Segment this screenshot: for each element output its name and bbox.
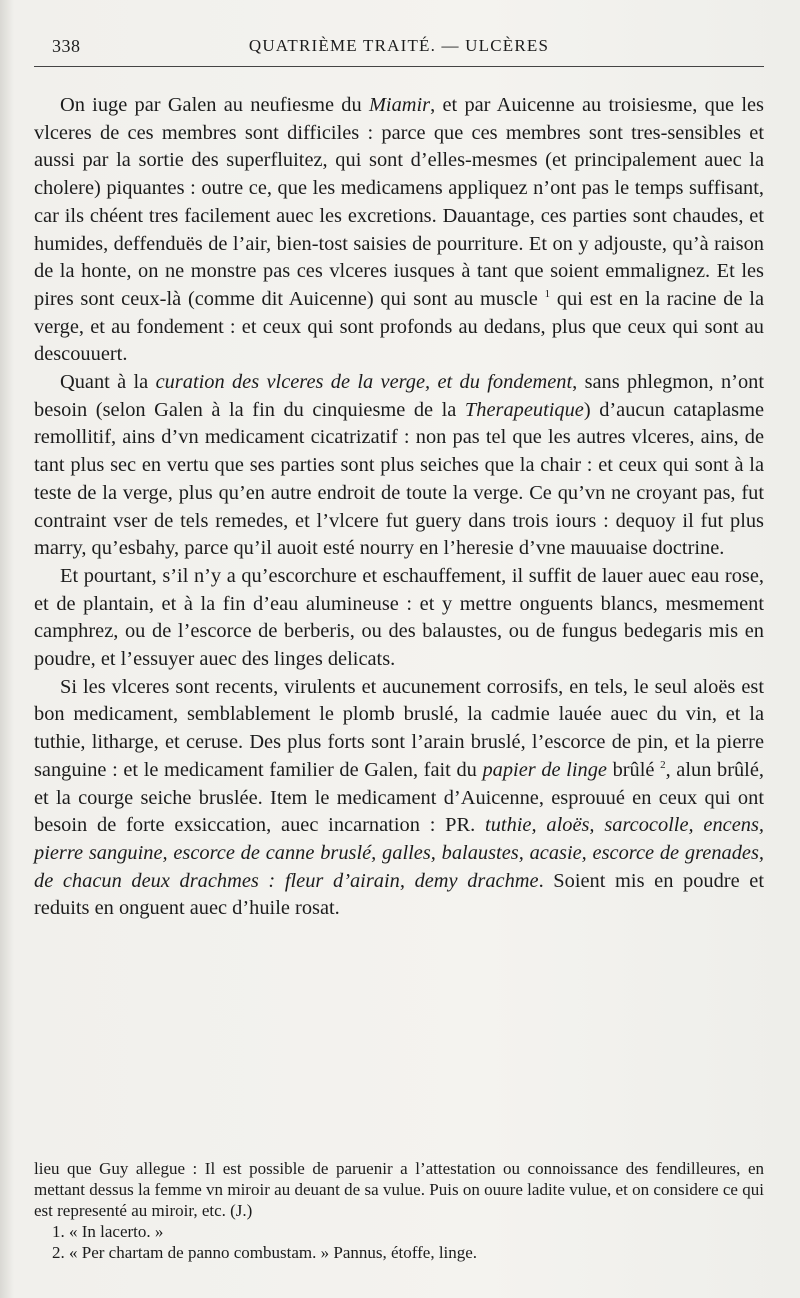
footnotes bbox=[34, 1158, 764, 1263]
paragraph bbox=[34, 674, 764, 923]
italic-span: Therapeutique bbox=[464, 398, 584, 421]
text-span: , alun brûlé, et la courge seiche bruslée. Item le medicament d’Auicenne, esprouué en ceux qui ont besoin de forte exsiccation, auec incarnation : PR. bbox=[34, 758, 764, 837]
italic-span: tuthie, aloës, sarcocolle, encens, pierre sanguine, escorce de canne bruslé, galles, balaustes, acasie, escorce de grenades, de chacun deux drachmes : fleur d’airain, demy drachme bbox=[34, 814, 765, 892]
footnote-2: 2. « Per chartam de panno combustam. » Pannus, étoffe, linge. bbox=[52, 1243, 478, 1262]
italic-span: Miamir bbox=[368, 94, 431, 116]
page-header bbox=[34, 30, 764, 67]
text-span: , et par Auicenne au troisiesme, que les vlceres de ces membres sont difficiles : parce que ces membres sont tres-sensibles et aussi par la sortie des superfluitez, qui sont d’elles-mesmes (et principalement auec la cholere) piquantes : outre ce, que les medicamens appliquez n’ont pas le temps suffisant, car ils chéent tres facilement auec les excretions. Dauantage, ces parties sont chaudes, et humides, deffenduës de l’air, bien-tost saisies de pourriture. Et on y adjouste, qu’à raison de la honte, on ne monstre pas ces vlceres iusques à tant que soient emmalignez. Et les pires sont ceux-là (comme dit Auicenne) qui sont au muscle bbox=[34, 94, 764, 310]
text-span: Quant à la bbox=[60, 371, 156, 394]
paragraph bbox=[34, 369, 764, 563]
footnote-1: 1. « In lacerto. » bbox=[52, 1222, 164, 1241]
text-span: , sans phlegmon, n’ont besoin (selon Galen à la fin du cinquiesme de la bbox=[34, 371, 765, 421]
paragraph bbox=[34, 92, 764, 369]
footnote-ref: 1 bbox=[544, 288, 551, 301]
page-number: 338 bbox=[52, 36, 81, 56]
text-span: brûlé bbox=[606, 758, 661, 781]
text-span: . Soient mis en poudre et reduits en onguent auec d’huile rosat. bbox=[34, 869, 764, 920]
text-span: Et pourtant, s’il n’y a qu’escorchure et eschauffement, il suffit de lauer auec eau rose, et de plantain, et à la fin d’eau alumineuse : et y mettre onguents blancs, mesmement camphrez, ou de l’escorce de berberis, ou des balaustes, ou de fungus bedegaris mis en poudre, et l’essuyer auec des linges delicats. bbox=[34, 564, 764, 671]
main-text bbox=[34, 92, 764, 923]
text-span: Si les vlceres sont recents, virulents et aucunement corrosifs, en tels, le seul aloës est bon medicament, semblablement le plomb bruslé, la cadmie lauée auec du vin, et la tuthie, litharge, et ceruse. Des plus forts sont l’arain bruslé, l’escorce de pin, et la pierre sanguine : et le medicament familier de Galen, fait du bbox=[34, 675, 764, 781]
footnote-continuation: lieu que Guy allegue : Il est possible de paruenir a l’attestation ou connoissance des fendilleures, en mettant dessus la femme vn miroir au deuant de sa vulue. Puis on ouure ladite vulue, et on considere ce qui est representé au miroir, etc. (J.) bbox=[34, 1159, 764, 1220]
text-span: On iuge par Galen au neufiesme du bbox=[60, 94, 369, 116]
paragraph bbox=[34, 563, 764, 674]
running-title: QUATRIÈME TRAITÉ. — ULCÈRES bbox=[248, 36, 550, 55]
text-span: ) d’aucun cataplasme remollitif, ains d’vn medicament cicatrizatif : non pas tel que les autres vlceres, ains, de tant plus sec en vertu que ses parties sont plus seiches que la chair : et ceux qui sont à la teste de la verge, plus qu’en autre endroit de toute la verge. Ce qu’vn ne croyant pas, fut contraint vser de tels remedes, et l’vlcere fut guery dans trois iours : dequoy il fut plus marry, qu’esbahy, parce qu’il auoit esté nourry en l’heresie d’vne mauuaise doctrine. bbox=[34, 398, 764, 560]
italic-span: curation des vlceres de la verge, et du fondement bbox=[155, 371, 573, 394]
text-span: qui est en la racine de la verge, et au fondement : et ceux qui sont profonds au dedans, plus que ceux qui sont au descouuert. bbox=[34, 287, 764, 366]
footnote-ref: 2 bbox=[660, 759, 666, 772]
italic-span: papier de linge bbox=[482, 758, 607, 781]
